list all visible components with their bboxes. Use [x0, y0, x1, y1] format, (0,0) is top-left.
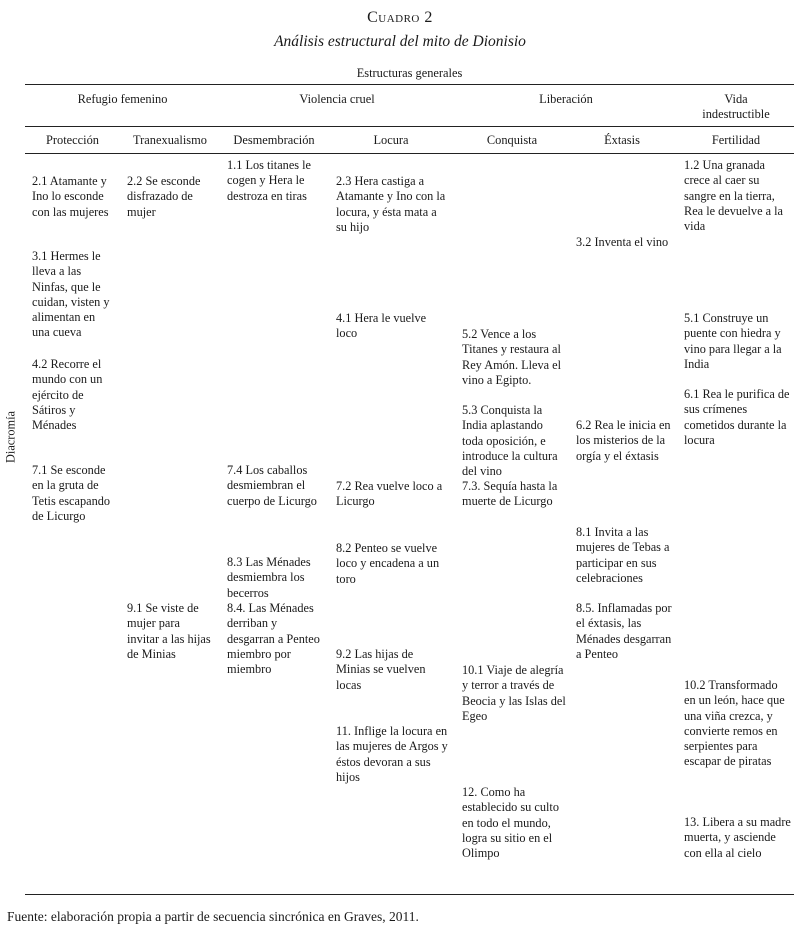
- group-header-vida: Vida indestructible: [702, 92, 770, 121]
- table-cell: 2.3 Hera castiga a Atamante y Ino con la locura, y ésta mata a su hijo: [336, 174, 446, 234]
- group-header-violencia: Violencia cruel: [299, 92, 375, 106]
- table-cell: 1.2 Una granada crece al caer su sangre en la tierra, Rea le devuelve a la vida: [684, 158, 784, 234]
- table-cell: 7.2 Rea vuelve loco a Licurgo: [336, 479, 443, 509]
- header-rule: [25, 153, 794, 154]
- table-cell: 10.2 Transformado en un león, hace que una viña crezca, y convierte remos en serpientes para escapar de piratas: [684, 678, 785, 769]
- group-rule: [25, 126, 794, 127]
- table-cell: 4.2 Recorre el mundo con un ejército de Sátiros y Ménades: [32, 357, 103, 433]
- table-cell: 1.1 Los titanes le cogen y Hera le destroza en tiras: [227, 158, 312, 203]
- table-cell: 2.1 Atamante y Ino lo esconde con las mujeres: [32, 174, 109, 219]
- table-title: Análisis estructural del mito de Dionisio: [274, 33, 526, 50]
- table-cell: 8.2 Penteo se vuelve loco y encadena a un toro: [336, 541, 440, 586]
- column-header-extasis: Éxtasis: [604, 133, 640, 147]
- table-cell: 3.1 Hermes le lleva a las Ninfas, que le cuidan, visten y alimentan en una cueva: [32, 249, 110, 340]
- column-header-conquista: Conquista: [486, 133, 538, 147]
- general-structures-header: Estructuras generales: [356, 66, 463, 80]
- table-cell: 8.3 Las Ménades desmiembra los becerros: [227, 555, 311, 600]
- table-cell: 4.1 Hera le vuelve loco: [336, 311, 427, 341]
- source-note: Fuente: elaboración propia a partir de secuencia sincrónica en Graves, 2011.: [7, 909, 419, 924]
- top-rule: [25, 84, 794, 85]
- table-cell: 6.1 Rea le purifica de sus crímenes cometidos durante la locura: [684, 387, 790, 447]
- bottom-rule: [25, 894, 794, 895]
- table-cell: 2.2 Se esconde disfrazado de mujer: [127, 174, 201, 219]
- table-cell: 7.3. Sequía hasta la muerte de Licurgo: [462, 479, 558, 509]
- table-cell: 8.1 Invita a las mujeres de Tebas a participar en sus celebraciones: [576, 525, 670, 585]
- table-cell: 7.1 Se esconde en la gruta de Tetis escapando de Licurgo: [32, 463, 111, 523]
- group-header-liberacion: Liberación: [539, 92, 593, 106]
- diacronia-label: Diacromía: [3, 411, 18, 463]
- table-cell: 3.2 Inventa el vino: [576, 235, 669, 249]
- table-cell: 8.5. Inflamadas por el éxtasis, las Ménades desgarran a Penteo: [576, 601, 672, 661]
- table-cell: 11. Inflige la locura en las mujeres de Argos y éstos devoran a sus hijos: [336, 724, 448, 784]
- table-cell: 5.3 Conquista la India aplastando toda oposición, e introduce la cultura del vino: [462, 403, 558, 479]
- table-cell: 5.1 Construye un puente con hiedra y vino para llegar a la India: [684, 311, 782, 371]
- column-header-fertilidad: Fertilidad: [711, 133, 761, 147]
- table-cell: 8.4. Las Ménades derriban y desgarran a Penteo miembro por miembro: [227, 601, 320, 677]
- table-cell: 9.2 Las hijas de Minias se vuelven locas: [336, 647, 426, 692]
- table-label: Cuadro 2: [367, 9, 433, 26]
- column-header-proteccion: Protección: [46, 133, 99, 147]
- column-header-tranexualismo: Tranexualismo: [133, 133, 207, 147]
- table-cell: 12. Como ha establecido su culto en todo el mundo, logra su sitio en el Olimpo: [462, 785, 559, 861]
- table-cell: 7.4 Los caballos desmiembran el cuerpo de Licurgo: [227, 463, 317, 508]
- column-header-locura: Locura: [373, 133, 409, 147]
- table-cell: 10.1 Viaje de alegría y terror a través de Beocia y las Islas del Egeo: [462, 663, 566, 723]
- table-cell: 13. Libera a su madre muerta, y asciende con ella al cielo: [684, 815, 791, 860]
- column-header-desmembracion: Desmembración: [233, 133, 315, 147]
- table-cell: 5.2 Vence a los Titanes y restaura al Rey Amón. Lleva el vino a Egipto.: [462, 327, 562, 387]
- table-cell: 9.1 Se viste de mujer para invitar a las hijas de Minias: [127, 601, 211, 661]
- group-header-refugio: Refugio femenino: [77, 92, 168, 106]
- table-cell: 6.2 Rea le inicia en los misterios de la orgía y el éxtasis: [576, 418, 671, 463]
